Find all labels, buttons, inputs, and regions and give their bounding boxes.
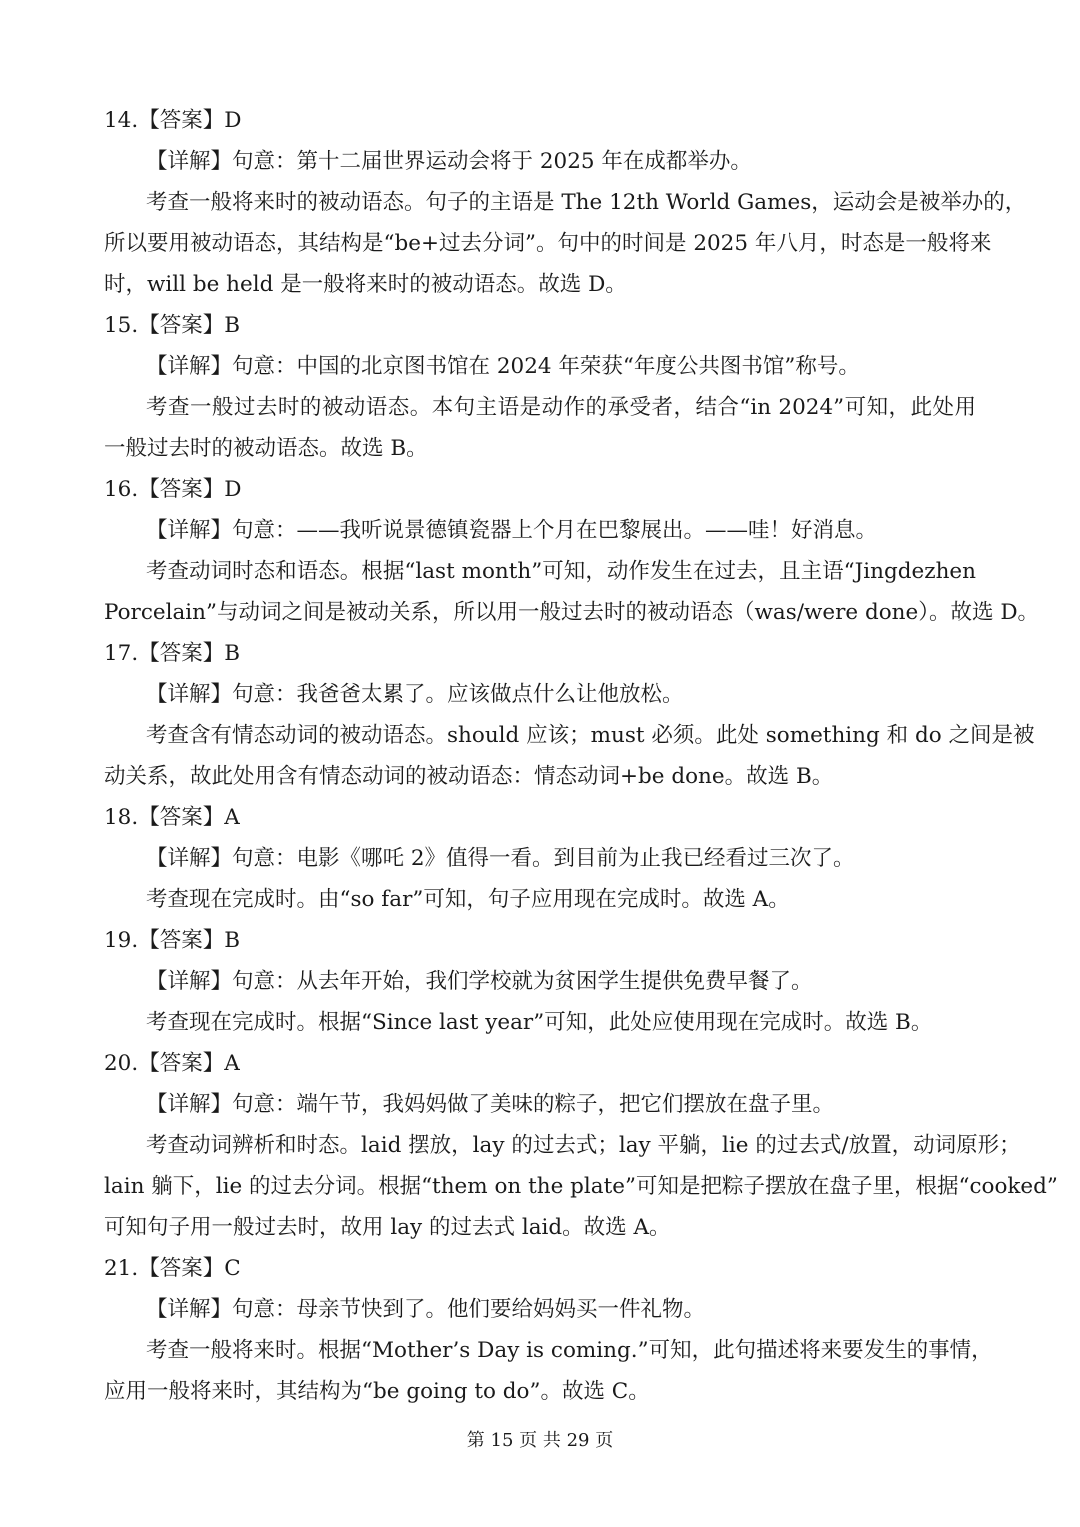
answer-item — [0, 469, 1080, 633]
explanation-line: 考查现在完成时。由“so far”可知，句子应用现在完成时。故选 A。 — [146, 887, 790, 912]
explanation-line: 动关系，故此处用含有情态动词的被动语态：情态动词+be done。故选 B。 — [104, 764, 834, 789]
explanation-line: 可知句子用一般过去时，故用 lay 的过去式 laid。故选 A。 — [104, 1215, 671, 1240]
answer-line: 21.【答案】C — [104, 1256, 241, 1281]
explanation-line: 考查一般过去时的被动语态。本句主语是动作的承受者，结合“in 2024”可知，此处用 — [146, 395, 976, 420]
explanation-line: 时，will be held 是一般将来时的被动语态。故选 D。 — [104, 272, 627, 297]
answer-line: 19.【答案】B — [104, 928, 240, 953]
page-number-footer: 第 15 页 共 29 页 — [466, 1430, 614, 1451]
detail-line: 【详解】句意：母亲节快到了。他们要给妈妈买一件礼物。 — [146, 1297, 706, 1322]
explanation-line: 所以要用被动语态，其结构是“be+过去分词”。句中的时间是 2025 年八月，时态是一般将来 — [104, 231, 992, 256]
detail-line: 【详解】句意：从去年开始，我们学校就为贫困学生提供免费早餐了。 — [146, 969, 813, 994]
answer-line: 16.【答案】D — [104, 477, 242, 502]
answer-line: 14.【答案】D — [104, 108, 242, 133]
explanation-line: 考查动词时态和语态。根据“last month”可知，动作发生在过去，且主语“Jingdezhen — [146, 559, 976, 584]
explanation-line: 考查现在完成时。根据“Since last year”可知，此处应使用现在完成时。故选 B。 — [146, 1010, 933, 1035]
explanation-line: 应用一般将来时，其结构为“be going to do”。故选 C。 — [104, 1379, 650, 1404]
answer-item — [0, 100, 1080, 305]
explanation-line: lain 躺下，lie 的过去分词。根据“them on the plate”可知是把粽子摆放在盘子里，根据“cooked” — [104, 1174, 1058, 1199]
answer-item — [0, 1248, 1080, 1412]
answer-item — [0, 797, 1080, 920]
answer-item — [0, 633, 1080, 797]
answer-line: 18.【答案】A — [104, 805, 240, 830]
detail-line: 【详解】句意：电影《哪吒 2》值得一看。到目前为止我已经看过三次了。 — [146, 846, 855, 871]
answer-item — [0, 305, 1080, 469]
detail-line: 【详解】句意：——我听说景德镇瓷器上个月在巴黎展出。——哇！好消息。 — [146, 518, 878, 543]
detail-line: 【详解】句意：中国的北京图书馆在 2024 年荣获“年度公共图书馆”称号。 — [146, 354, 860, 379]
explanation-line: 考查动词辨析和时态。laid 摆放，lay 的过去式；lay 平躺，lie 的过去式/放置，动词原形； — [146, 1133, 1021, 1158]
answer-key-document — [0, 100, 1080, 1412]
detail-line: 【详解】句意：第十二届世界运动会将于 2025 年在成都举办。 — [146, 149, 752, 174]
detail-line: 【详解】句意：我爸爸太累了。应该做点什么让他放松。 — [146, 682, 684, 707]
answer-line: 15.【答案】B — [104, 313, 240, 338]
explanation-line: 考查含有情态动词的被动语态。should 应该；must 必须。此处 something 和 do 之间是被 — [146, 723, 1035, 748]
answer-item — [0, 920, 1080, 1043]
answer-line: 20.【答案】A — [104, 1051, 240, 1076]
explanation-line: 考查一般将来时的被动语态。句子的主语是 The 12th World Games，运动会是被举办的， — [146, 190, 1027, 215]
answer-line: 17.【答案】B — [104, 641, 240, 666]
explanation-line: Porcelain”与动词之间是被动关系，所以用一般过去时的被动语态（was/were done）。故选 D。 — [104, 600, 1040, 625]
explanation-line: 一般过去时的被动语态。故选 B。 — [104, 436, 428, 461]
explanation-line: 考查一般将来时。根据“Mother’s Day is coming.”可知，此句描述将来要发生的事情， — [146, 1338, 993, 1363]
detail-line: 【详解】句意：端午节，我妈妈做了美味的粽子，把它们摆放在盘子里。 — [146, 1092, 835, 1117]
answer-item — [0, 1043, 1080, 1248]
